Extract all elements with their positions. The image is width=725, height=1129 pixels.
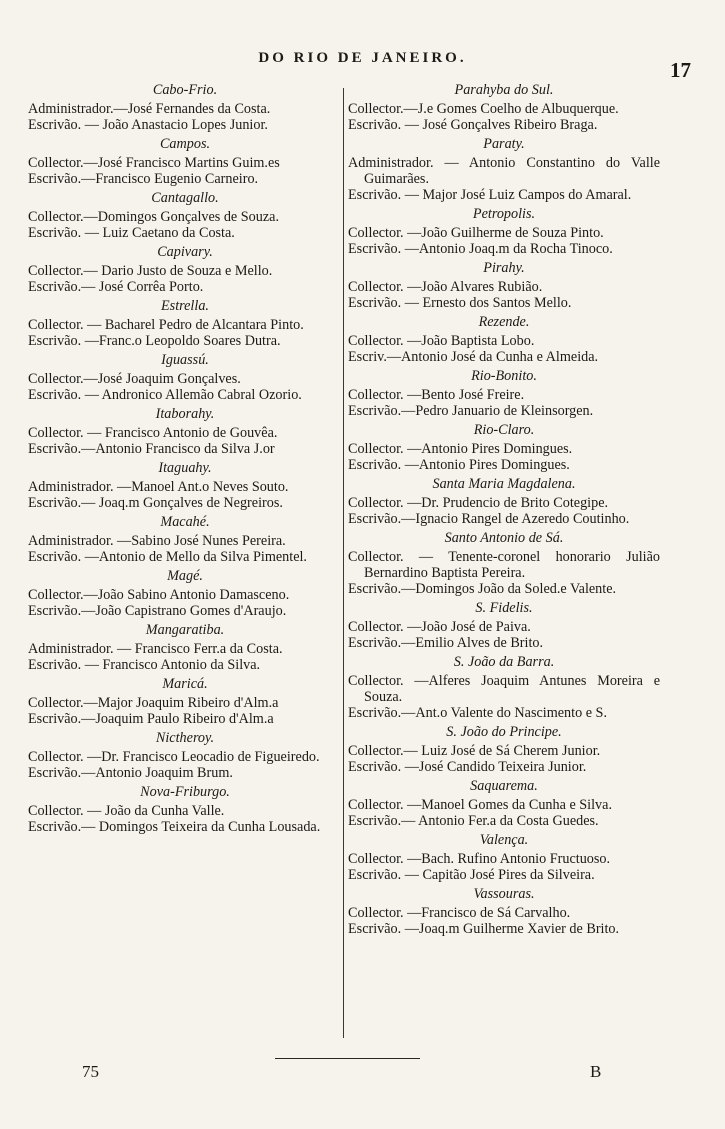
section-heading: Santa Maria Magdalena.: [432, 476, 576, 492]
entry-line: Administrador. — Antonio Constantino do Valle Guimarães.: [348, 155, 660, 187]
section-left-4: [28, 298, 342, 349]
section-heading: Santo Antonio de Sá.: [444, 530, 564, 546]
entry-line: Administrador. — Francisco Ferr.a da Costa.: [28, 641, 283, 657]
entry-line: Escrivão. — Ernesto dos Santos Mello.: [348, 295, 572, 311]
section-heading: Rio-Claro.: [473, 422, 535, 438]
section-left-3: [28, 244, 342, 295]
entry-line: Collector.—José Francisco Martins Guim.es: [28, 155, 280, 171]
entry-line: Escriv.—Antonio José da Cunha e Almeida.: [348, 349, 599, 365]
section-left-10: [28, 622, 342, 673]
section-right-7: [348, 476, 660, 527]
entry-line: Collector. —João José de Paiva.: [348, 619, 531, 635]
section-heading: Rio-Bonito.: [471, 368, 537, 384]
section-left-11: [28, 676, 342, 727]
entry-line: Escrivão. —Antonio Joaq.m da Rocha Tinoco.: [348, 241, 613, 257]
section-left-12: [28, 730, 342, 781]
entry-line: Collector. —Antonio Pires Domingues.: [348, 441, 573, 457]
entry-line: Escrivão.— Joaq.m Gonçalves de Negreiros.: [28, 495, 283, 511]
entry-line: Escrivão.— Antonio Fer.a da Costa Guedes.: [348, 813, 599, 829]
section-heading: Itaborahy.: [155, 406, 215, 422]
entry-line: Escrivão. — Francisco Antonio da Silva.: [28, 657, 261, 673]
section-heading: Macahé.: [160, 514, 210, 530]
signature-number: 75: [82, 1062, 99, 1081]
section-heading: Campos.: [159, 136, 211, 152]
section-heading: Nictheroy.: [155, 730, 215, 746]
entry-line: Collector. —João Baptista Lobo.: [348, 333, 535, 349]
section-right-13: [348, 832, 660, 883]
section-heading: Iguassú.: [161, 352, 209, 368]
section-right-4: [348, 314, 660, 365]
section-left-9: [28, 568, 342, 619]
section-heading: Paraty.: [483, 136, 525, 152]
entry-line: Escrivão.— Domingos Teixeira da Cunha Lousada.: [28, 819, 321, 835]
section-left-0: [28, 82, 342, 133]
section-heading: Saquarema.: [470, 778, 538, 794]
entry-line: Collector. —Manoel Gomes da Cunha e Silva.: [348, 797, 612, 813]
section-right-8: [348, 530, 660, 597]
entry-line: Collector.—João Sabino Antonio Damasceno.: [28, 587, 290, 603]
section-heading: Itaguahy.: [158, 460, 212, 476]
section-right-9: [348, 600, 660, 651]
entry-line: Escrivão. —Joaq.m Guilherme Xavier de Brito.: [348, 921, 620, 937]
entry-line: Collector. —João Alvares Rubião.: [348, 279, 543, 295]
section-heading: Rezende.: [478, 314, 530, 330]
entry-line: Escrivão.—Emilio Alves de Brito.: [348, 635, 544, 651]
entry-line: Collector.—Major Joaquim Ribeiro d'Alm.a: [28, 695, 279, 711]
signature-letter: B: [590, 1062, 602, 1081]
footer-rule: [275, 1058, 420, 1059]
page-number: 17: [670, 58, 691, 82]
section-right-14: [348, 886, 660, 937]
running-head: DO RIO DE JANEIRO.: [258, 50, 467, 66]
entry-line: Collector. —Dr. Francisco Leocadio de Figueiredo.: [28, 749, 320, 765]
entry-line: Escrivão. — João Anastacio Lopes Junior.: [28, 117, 268, 133]
entry-line: Collector. —Alferes Joaquim Antunes Moreira e Souza.: [348, 673, 660, 705]
section-right-10: [348, 654, 660, 721]
section-heading: Petropolis.: [472, 206, 536, 222]
right-column: [348, 80, 660, 940]
entry-line: Escrivão.—Ignacio Rangel de Azeredo Coutinho.: [348, 511, 630, 527]
entry-line: Escrivão. — Andronico Allemão Cabral Ozorio.: [28, 387, 302, 403]
entry-line: Collector. —João Guilherme de Souza Pinto.: [348, 225, 604, 241]
section-left-2: [28, 190, 342, 241]
section-heading: Maricá.: [162, 676, 208, 692]
section-right-5: [348, 368, 660, 419]
section-right-0: [348, 82, 660, 133]
entry-line: Escrivão. —Antonio Pires Domingues.: [348, 457, 570, 473]
entry-line: Escrivão.—Pedro Januario de Kleinsorgen.: [348, 403, 594, 419]
section-left-8: [28, 514, 342, 565]
section-heading: Mangaratiba.: [145, 622, 225, 638]
section-right-6: [348, 422, 660, 473]
entry-line: Collector. — Tenente-coronel honorario Julião Bernardino Baptista Pereira.: [348, 549, 660, 581]
section-heading: Pirahy.: [483, 260, 525, 276]
section-heading: Cantagallo.: [151, 190, 219, 206]
entry-line: Collector. —Francisco de Sá Carvalho.: [348, 905, 571, 921]
entry-line: Escrivão.—Ant.o Valente do Nascimento e S.: [348, 705, 607, 721]
entry-line: Administrador. —Sabino José Nunes Pereira.: [28, 533, 286, 549]
entry-line: Collector.—José Joaquim Gonçalves.: [28, 371, 241, 387]
entry-line: Collector.— Luiz José de Sá Cherem Junior.: [348, 743, 601, 759]
section-heading: Parahyba do Sul.: [454, 82, 554, 98]
entry-line: Escrivão. —José Candido Teixeira Junior.: [348, 759, 587, 775]
section-heading: Cabo-Frio.: [152, 82, 218, 98]
entry-line: Escrivão.—Francisco Eugenio Carneiro.: [28, 171, 259, 187]
entry-line: Administrador. —Manoel Ant.o Neves Souto.: [28, 479, 289, 495]
entry-line: Collector. — Bacharel Pedro de Alcantara Pinto.: [28, 317, 304, 333]
section-left-13: [28, 784, 342, 835]
entry-line: Collector. —Bach. Rufino Antonio Fructuoso.: [348, 851, 611, 867]
entry-line: Escrivão.—Domingos João da Soled.e Valente.: [348, 581, 617, 597]
section-right-1: [348, 136, 660, 203]
section-left-6: [28, 406, 342, 457]
section-left-5: [28, 352, 342, 403]
entry-line: Escrivão.—Antonio Joaquim Brum.: [28, 765, 233, 781]
section-heading: Estrella.: [161, 298, 209, 314]
section-heading: S. João da Barra.: [453, 654, 555, 670]
section-heading: Vassouras.: [473, 886, 535, 902]
column-divider: [343, 88, 344, 1038]
section-right-3: [348, 260, 660, 311]
entry-line: Escrivão. — Capitão José Pires da Silveira.: [348, 867, 595, 883]
entry-line: Collector.— Dario Justo de Souza e Mello.: [28, 263, 273, 279]
section-right-2: [348, 206, 660, 257]
entry-line: Escrivão. — Luiz Caetano da Costa.: [28, 225, 235, 241]
entry-line: Collector. —Dr. Prudencio de Brito Cotegipe.: [348, 495, 609, 511]
entry-line: Collector.—Domingos Gonçalves de Souza.: [28, 209, 279, 225]
section-heading: Nova-Friburgo.: [140, 784, 230, 800]
section-heading: Capivary.: [157, 244, 213, 260]
entry-line: Escrivão.—Antonio Francisco da Silva J.or: [28, 441, 275, 457]
entry-line: Escrivão. —Franc.o Leopoldo Soares Dutra.: [28, 333, 281, 349]
section-heading: S. João do Principe.: [446, 724, 562, 740]
entry-line: Escrivão. — Major José Luiz Campos do Amaral.: [348, 187, 632, 203]
section-heading: Magé.: [167, 568, 203, 584]
section-right-12: [348, 778, 660, 829]
section-left-7: [28, 460, 342, 511]
entry-line: Escrivão.— José Corrêa Porto.: [28, 279, 204, 295]
entry-line: Collector. —Bento José Freire.: [348, 387, 525, 403]
entry-line: Administrador.—José Fernandes da Costa.: [28, 101, 271, 117]
section-left-1: [28, 136, 342, 187]
left-column: [28, 80, 342, 838]
section-heading: Valença.: [479, 832, 529, 848]
entry-line: Collector.—J.e Gomes Coelho de Albuquerque.: [348, 101, 619, 117]
entry-line: Escrivão. — José Gonçalves Ribeiro Braga.: [348, 117, 598, 133]
section-heading: S. Fidelis.: [475, 600, 533, 616]
entry-line: Collector. — João da Cunha Valle.: [28, 803, 225, 819]
entry-line: Collector. — Francisco Antonio de Gouvêa.: [28, 425, 278, 441]
section-right-11: [348, 724, 660, 775]
entry-line: Escrivão.—João Capistrano Gomes d'Araujo.: [28, 603, 287, 619]
entry-line: Escrivão. —Antonio de Mello da Silva Pimentel.: [28, 549, 307, 565]
entry-line: Escrivão.—Joaquim Paulo Ribeiro d'Alm.a: [28, 711, 274, 727]
